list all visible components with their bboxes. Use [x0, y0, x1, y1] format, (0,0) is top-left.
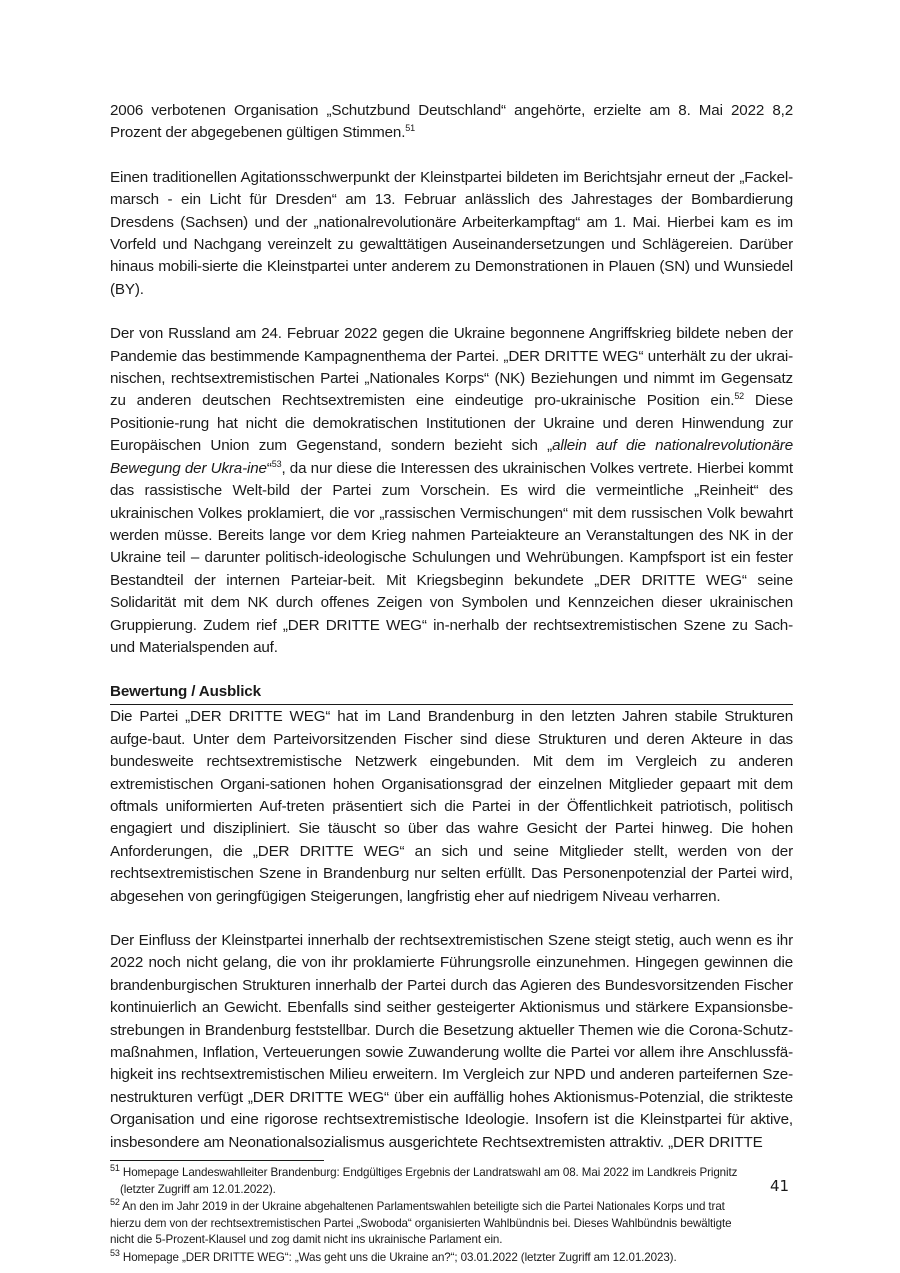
footnote-53-line-1: Homepage „DER DRITTE WEG“: „Was geht uns die Ukraine an?“; 03.01.2022 (letzter Zugriff am 12.01.2023).	[119, 1251, 677, 1265]
paragraph-3-quote: allein auf die nationalrevolutionäre Bewegung der Ukra-ine	[110, 437, 793, 477]
paragraph-1	[110, 100, 793, 145]
page-number: 41	[770, 1177, 790, 1195]
paragraph-5-text: Der Einfluss der Kleinstpartei innerhalb der rechtsextremistischen Szene steigt stetig, auch wenn es ihr 2022 noch nicht gelang, die von ihr proklamierte Führungsrolle einzunehmen. Hingegen gewinnen die brandenburgischen Strukturen innerhalb der Partei durch das Agieren des Bundesvorsitzenden Fischer kontinuierlich an Gewicht. Ebenfalls sind seither gesteigerter Aktionismus und stärkere Expansionsbe-strebungen in Brandenburg feststellbar. Durch die Besetzung aktueller Themen wie die Corona-Schutz-maßnahmen, Inflation, Verteuerungen sowie Zuwanderung wollte die Partei vor allem ihre Anschlussfä-higkeit ins rechtsextremistischen Milieu erweitern. Im Vergleich zur NPD und anderen parteifernen Sze-nestrukturen verfügt „DER DRITTE WEG“ über ein auffällig hohes Aktionismus-Potenzial, die strikteste Organisation und eine rigorose rechtsextremistische Ideologie. Insofern ist die Kleinstpartei für aktive, insbesondere am Neonationalsozialismus ausgerichtete Rechtsextremisten attraktiv. „DER DRITTE	[110, 932, 793, 1151]
paragraph-2-text: Einen traditionellen Agitationsschwerpunkt der Kleinstpartei bildeten im Berichtsjahr erneut der „Fackel-marsch - ein Licht für Dresden“ am 13. Februar anlässlich des Jahrestages der Bombardierung Dresdens (Sachsen) und der „nationalrevolutionäre Arbeiterkampftag“ am 1. Mai. Hierbei kam es im Vorfeld und Nachgang vereinzelt zu gewalttätigen Auseinandersetzungen und Schlägereien. Darüber hinaus mobili-sierte die Kleinstpartei unter anderem zu Demonstrationen in Plauen (SN) und Wunsiedel (BY).	[110, 168, 793, 298]
footnote-53-number: 53	[110, 1248, 120, 1259]
footnote-ref-52[interactable]: 52	[734, 391, 745, 402]
footnote-51-line-1: Homepage Landeswahlleiter Brandenburg: Endgültiges Ergebnis der Landratswahl am 08. Mai 2022 im Landkreis Prignitz	[119, 1166, 738, 1180]
paragraph-3-text-c: , da nur diese die Interessen des ukrainischen Volkes vertrete. Hierbei kommt das rassistische Welt-bild der Partei zum Vorschein. Es wird die vermeintliche „Reinheit“ des ukrainischen Volkes proklamiert, die vor „rassischen Vermischungen“ mit dem russischen Volk bewahrt werden müsse. Bereits lange vor dem Krieg nahmen Parteiakteure an Veranstaltungen des NK in der Ukraine teil – darunter politisch-ideologische Schulungen und Wehrübungen. Kampfsport ist ein fester Bestandteil der internen Parteiar-beit. Mit Kriegsbeginn bekundete „DER DRITTE WEG“ seine Solidarität mit dem NK durch offenes Zeigen von Symbolen und Kennzeichen dieser ukrainischen Gruppierung. Zudem rief „DER DRITTE WEG“ in-nerhalb der rechtsextremistischen Szene zu Sach- und Materialspenden auf.	[110, 459, 793, 656]
paragraph-4	[110, 706, 793, 908]
footnote-ref-53[interactable]: 53	[271, 458, 282, 469]
footnote-divider	[110, 1160, 324, 1161]
section-heading: Bewertung / Ausblick	[110, 681, 793, 705]
paragraph-3-text-b: Diese Positionie-rung hat nicht die demokratischen Institutionen der Ukraine und deren Hinwendung zur Europäischen Union zum Gegenstand, sondern bezieht sich „	[110, 392, 793, 455]
footnote-52	[110, 1199, 793, 1249]
paragraph-1-text: 2006 verbotenen Organisation „Schutzbund Deutschland“ angehörte, erzielte am 8. Mai 2022 8,2 Prozent der abgegebenen gültigen Stimmen.	[110, 102, 793, 142]
paragraph-2	[110, 167, 793, 301]
footnote-52-line-3: nicht die 5-Prozent-Klausel und zog damit nicht ins ukrainische Parlament ein.	[110, 1233, 503, 1247]
paragraph-4-text: Die Partei „DER DRITTE WEG“ hat im Land Brandenburg in den letzten Jahren stabile Strukturen aufge-baut. Unter dem Parteivorsitzenden Fischer sind diese Strukturen und deren Akteure in das bundesweite rechtsextremistische Netzwerk eingebunden. Mit dem im Vergleich zu anderen extremistischen Organi-sationen hohen Organisationsgrad der einzelnen Mitglieder gepaart mit dem oftmals uniformierten Auf-treten präsentiert sich die Partei in der Öffentlichkeit patriotisch, politisch engagiert und diszipliniert. Sie täuscht so über das wahre Gesicht der Partei hinweg. Die hohen Anforderungen, die „DER DRITTE WEG“ an sich und seine Mitglieder stellt, werden von der rechtsextremistischen Szene in Brandenburg nur selten erfüllt. Das Personenpotenzial der Partei wird, abgesehen von geringfügigen Steigerungen, langfristig eher auf niedrigem Niveau verharren.	[110, 708, 793, 905]
footnote-52-line-2: hierzu dem von der rechtsextremistischen Partei „Swoboda“ organisierten Wahlbündnis bei. Dieses Wahlbündnis bewältigte	[110, 1216, 732, 1230]
footnote-51-line-2: (letzter Zugriff am 12.01.2022).	[120, 1182, 276, 1196]
paragraph-3	[110, 323, 793, 659]
footnote-51-number: 51	[110, 1163, 120, 1174]
paragraph-3-text-a: Der von Russland am 24. Februar 2022 gegen die Ukraine begonnene Angriffskrieg bildete neben der Pandemie das bestimmende Kampagnenthema der Partei. „DER DRITTE WEG“ unterhält zu der ukrai-nischen, rechtsextremistischen Partei „Nationales Korps“ (NK) Beziehungen und nimmt im Gegensatz zu anderen deutschen Rechtsextremisten eine eindeutige pro-ukrainische Position ein.	[110, 325, 793, 410]
footnote-52-line-1: An den im Jahr 2019 in der Ukraine abgehaltenen Parlamentswahlen beteiligte sich die Partei Nationales Korps und trat	[119, 1200, 725, 1214]
paragraph-3-quote-close: “	[266, 459, 272, 477]
document-page	[110, 100, 793, 1268]
paragraph-5	[110, 930, 793, 1154]
footnote-53	[110, 1250, 793, 1267]
footnote-52-number: 52	[110, 1197, 120, 1208]
footnote-ref-51[interactable]: 51	[405, 123, 415, 134]
footnote-51	[110, 1165, 793, 1198]
